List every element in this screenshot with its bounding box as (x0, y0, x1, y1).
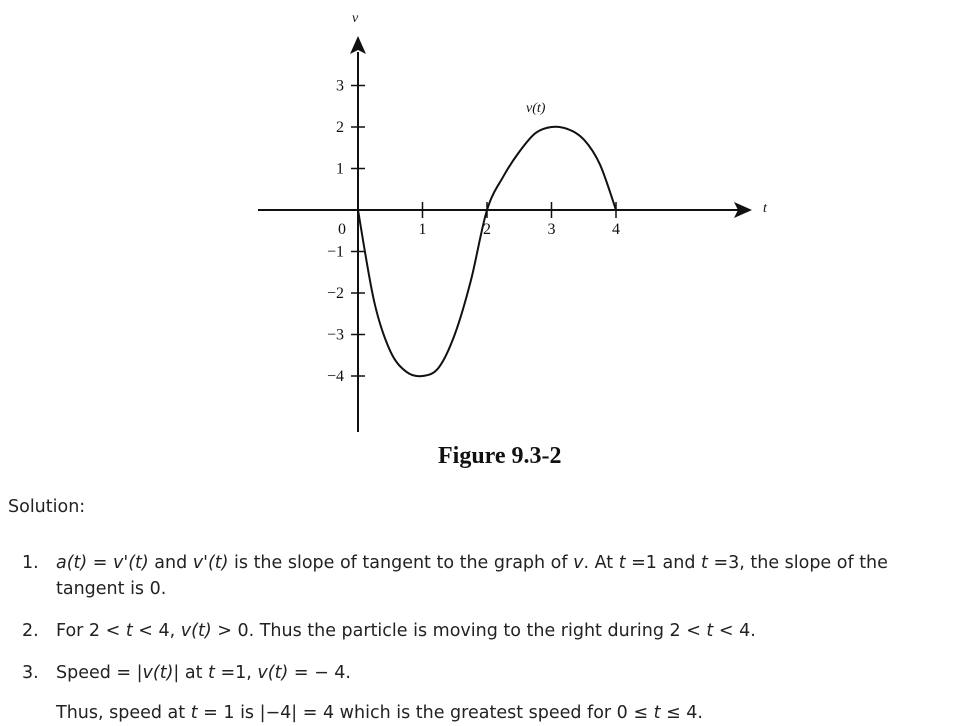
curve-label: v(t) (526, 101, 546, 116)
solution-item-3-continuation (22, 700, 956, 726)
math-variable: t (701, 553, 708, 573)
math-variable: t (706, 621, 714, 641)
solution-heading: Solution: (8, 497, 86, 517)
velocity-curve (358, 127, 616, 376)
text-run: and (148, 553, 193, 573)
text-run: > 0. Thus the particle is moving to the right during 2 < (211, 621, 707, 641)
item-text (56, 700, 956, 726)
x-tick-label: 0 (338, 221, 346, 238)
y-tick-label: 3 (336, 77, 344, 95)
text-run: is the slope of tangent to the graph of (228, 553, 574, 573)
item-text (56, 660, 956, 686)
text-run: Speed = | (56, 663, 143, 683)
axis-ticks (327, 78, 620, 386)
math-variable: t (190, 703, 198, 723)
solution-item-2 (22, 618, 956, 644)
item-number: 1. (22, 553, 39, 573)
text-run: = 1 is |−4| = 4 which is the greatest speed for 0 ≤ (197, 703, 654, 723)
item-number: 2. (22, 621, 39, 641)
y-tick-label: −3 (326, 326, 344, 344)
figure-caption: Figure 9.3-2 (438, 443, 562, 469)
text-run: < 4. (713, 621, 756, 641)
text-run: =1, (214, 663, 258, 683)
math-variable: a(t) = v'(t) (56, 553, 149, 573)
text-run: ≤ 4. (660, 703, 703, 723)
x-tick-label: 3 (547, 221, 556, 238)
text-run: Thus, speed at (56, 703, 191, 723)
y-tick-label: −4 (326, 368, 344, 385)
y-axis-arrow (350, 36, 366, 54)
x-axis-label: t (763, 201, 767, 216)
text-run: =3, the slope of the tangent is 0. (56, 553, 888, 599)
text-run: For 2 < (56, 621, 126, 641)
solution-item-3 (22, 660, 956, 686)
text-run: =1 and (625, 553, 701, 573)
math-variable: v(t) (142, 663, 174, 683)
y-tick-label: 1 (336, 160, 344, 178)
item-text (56, 618, 956, 644)
y-tick-label: −2 (326, 285, 344, 302)
x-tick-label: 2 (483, 221, 491, 238)
math-variable: t (208, 663, 215, 683)
math-variable: v (573, 553, 584, 573)
y-axis-label: v (352, 11, 359, 26)
text-run: = − 4. (288, 663, 351, 683)
x-tick-label: 4 (612, 221, 620, 238)
x-tick-label: 1 (418, 221, 427, 238)
text-run: < 4, (132, 621, 181, 641)
math-variable: t (125, 621, 133, 641)
math-variable: v(t) (180, 621, 212, 641)
solution-item-1 (22, 550, 956, 602)
text-run: . At (583, 553, 619, 573)
curve-layer (358, 127, 616, 376)
item-text (56, 550, 956, 602)
y-tick-label: 2 (336, 119, 344, 136)
math-variable: v(t) (257, 663, 289, 683)
math-variable: t (618, 553, 626, 573)
y-tick-label: −1 (326, 243, 344, 261)
item-number: 3. (22, 663, 39, 683)
text-run: | at (173, 663, 209, 683)
math-variable: v'(t) (192, 553, 229, 573)
math-variable: t (653, 703, 661, 723)
